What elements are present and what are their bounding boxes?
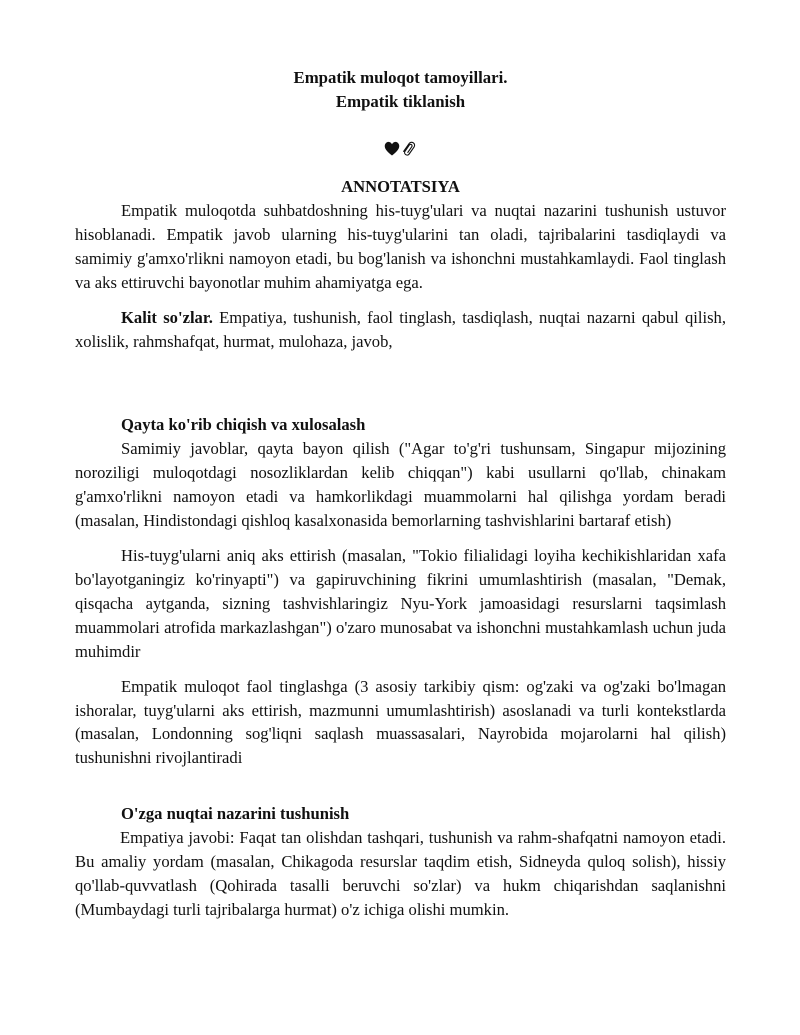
heart-icon xyxy=(384,142,398,156)
title-line-1: Empatik muloqot tamoyillari. xyxy=(293,68,508,87)
keywords-text: Empatiya, tushunish, faol tinglash, tasdiqlash, nuqtai nazarni qabul qilish, xolislik, rahmshafqat, hurmat, mulohaza, javob, xyxy=(75,307,727,351)
section-1-paragraph-1: Samimiy javoblar, qayta bayon qilish ("Agar to'g'ri tushunsam, Singapur mijozining noroziligi muloqotdagi nosozliklardan kelib chiqqan") kabi usullarni qo'llab, chinakam g'amxo'rlikni namoyon etadi va hamkorlikdagi muammolarni hal qilishga yordam beradi (masalan, Hindistondagi qishloq kasalxonasida bemorlarning tashvishlarini bartaraf etish) xyxy=(75,439,726,531)
keywords-label: Kalit so'zlar. xyxy=(121,307,213,327)
paperclip-icon xyxy=(402,141,415,156)
section-2-heading: O'zga nuqtai nazarini tushunish xyxy=(121,804,350,824)
ornament xyxy=(75,136,726,160)
keywords-paragraph xyxy=(75,306,726,354)
section-1-paragraph-3: Empatik muloqot faol tinglashga (3 asosiy tarkibiy qism: og'zaki va og'zaki bo'lmagan ishoralar, tuyg'ularni aks ettirish, mazmunni umumlashtirish) asoslanadi va turli kontekstlarda (masalan, Londonning sog'liqni saqlash muassasalari, Nayrobida mojarolarni hal qilish) tushunishni rivojlantiradi xyxy=(75,676,726,768)
annotation-heading: ANNOTATSIYA xyxy=(341,177,460,196)
annotation-paragraph: Empatik muloqotda suhbatdoshning his-tuyg'ulari va nuqtai nazarini tushunish ustuvor hisoblanadi. Empatik javob ularning his-tuyg'ularini tan oladi, tajribalarini tasdiqlaydi va samimiy g'amxo'rlikni namoyon etadi, bu bog'lanish va ishonchni mustahkamlaydi. Faol tinglash va aks ettiruvchi bayonotlar muhim ahamiyatga ega. xyxy=(75,201,726,292)
section-1-heading: Qayta ko'rib chiqish va xulosalash xyxy=(121,415,366,435)
section-1-paragraph-2: His-tuyg'ularni aniq aks ettirish (masalan, "Tokio filialidagi loyiha kechikishlaridan xafa bo'layotganingiz ko'rinyapti") va gapiruvchining fikrini umumlashtirish (masalan, "Demak, qisqacha aytganda, sizning tashvishlaringiz Nyu-York jamoasidagi resurslarni taqsimlash muammolari atrofida markazlashgan") o'zaro munosabat va ishonchni mustahkamlash uchun juda muhimdir xyxy=(75,546,726,661)
document-title xyxy=(75,66,726,114)
section-2-paragraph-1: Empatiya javobi: Faqat tan olishdan tashqari, tushunish va rahm-shafqatni namoyon etadi. Bu amaliy yordam (masalan, Chikagoda resurslar taqdim etish, Sidneyda quloq solish), hissiy qo'llab-quvvatlash (Qohirada tasalli beruvchi so'zlar) va hukm chiqarishdan saqlanishni (Mumbaydagi turli tajribalarga hurmat) o'z ichiga olishi mumkin. xyxy=(75,828,726,919)
title-line-2: Empatik tiklanish xyxy=(335,92,466,111)
heart-paperclip-ornament xyxy=(384,140,418,158)
